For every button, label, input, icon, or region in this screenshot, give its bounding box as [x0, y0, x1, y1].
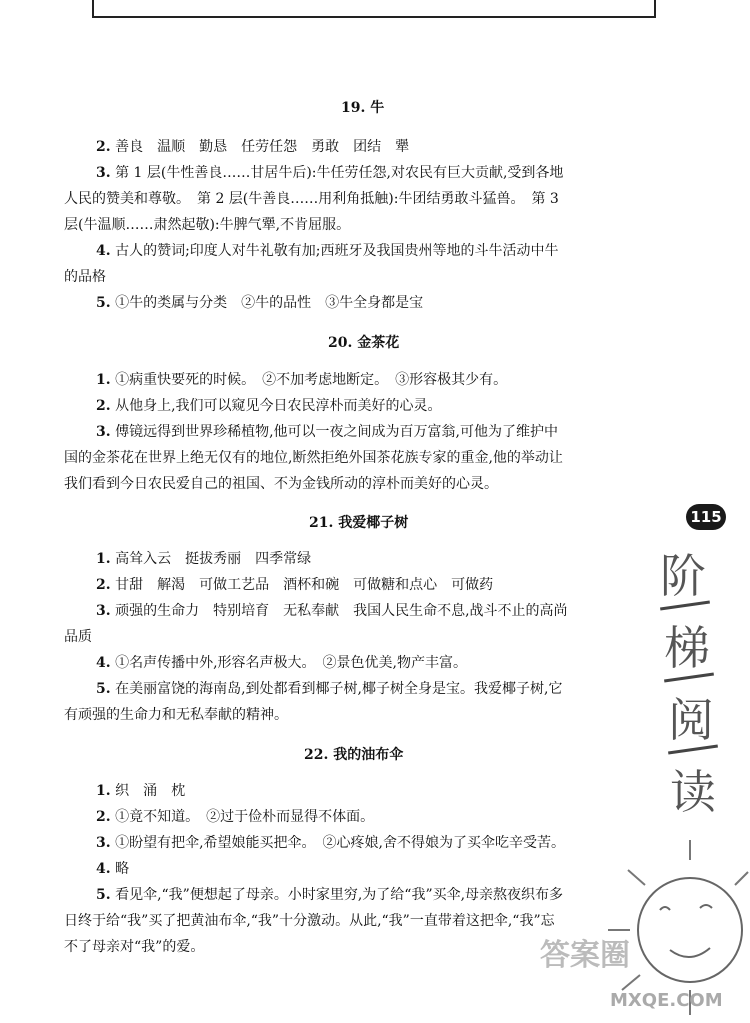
answer-line: 1. ①病重快要死的时候。 ②不加考虑地断定。 ③形容极其少有。: [96, 372, 508, 388]
side-title-char: 梯: [664, 621, 710, 675]
answer-line: 人民的赞美和尊敬。 第 2 层(牛善良……用利角抵触):牛团结勇敢斗猛兽。 第 3: [64, 191, 559, 207]
top-frame-line: [92, 0, 656, 18]
answer-line: 有顽强的生命力和无私奉献的精神。: [64, 707, 288, 723]
answer-line: 层(牛温顺……肃然起敬):牛脾气犟,不肯屈服。: [64, 217, 351, 233]
answer-line: 品质: [64, 629, 92, 645]
answer-line: 的品格: [64, 269, 106, 285]
answer-line: 3. 顽强的生命力 特别培育 无私奉献 我国人民生命不息,战斗不止的高尚: [96, 603, 568, 619]
answer-line: 3. 第 1 层(牛性善良……甘居牛后):牛任劳任怨,对农民有巨大贡献,受到各地: [96, 165, 564, 181]
section-title-20: 20. 金茶花: [328, 335, 400, 351]
answer-line: 2. 善良 温顺 勤恳 任劳任怨 勇敢 团结 犟: [96, 139, 410, 155]
answer-line: 4. ①名声传播中外,形容名声极大。 ②景色优美,物产丰富。: [96, 655, 467, 671]
page-number-badge: 115: [686, 504, 726, 530]
section-title-22: 22. 我的油布伞: [304, 747, 404, 763]
answer-line: 3. 傅镜远得到世界珍稀植物,他可以一夜之间成为百万富翁,可他为了维护中: [96, 424, 558, 440]
answer-line: 4. 略: [96, 861, 130, 877]
side-title-char: 阶: [660, 549, 706, 603]
answer-line: 5. 看见伞,“我”便想起了母亲。小时家里穷,为了给“我”买伞,母亲熬夜织布多: [96, 887, 564, 903]
answer-line: 2. 甘甜 解渴 可做工艺品 酒杯和碗 可做糖和点心 可做药: [96, 577, 494, 593]
answer-line: 1. 织 涌 枕: [96, 783, 186, 799]
section-title-19: 19. 牛: [341, 100, 385, 116]
answer-line: 5. ①牛的类属与分类 ②牛的品性 ③牛全身都是宝: [96, 295, 424, 311]
sun-doodle-illustration: [540, 790, 750, 1023]
answer-line: 不了母亲对“我”的爱。: [64, 939, 205, 955]
answer-line: 国的金茶花在世界上绝无仅有的地位,断然拒绝外国茶花族专家的重金,他的举动让: [64, 450, 563, 466]
watermark-url: MXQE.COM: [610, 990, 723, 1011]
answer-line: 日终于给“我”买了把黄油布伞,“我”十分激动。从此,“我”一直带着这把伞,“我”忘: [64, 913, 555, 929]
side-title-char: 读: [670, 765, 716, 819]
answer-line: 3. ①盼望有把伞,希望娘能买把伞。 ②心疼娘,舍不得娘为了买伞吃辛受苦。: [96, 835, 565, 851]
answer-line: 2. 从他身上,我们可以窥见今日农民淳朴而美好的心灵。: [96, 398, 442, 414]
watermark-text: 答案圈: [540, 938, 630, 973]
answer-line: 2. ①竟不知道。 ②过于俭朴而显得不体面。: [96, 809, 375, 825]
section-title-21: 21. 我爱椰子树: [309, 515, 409, 531]
answer-line: 4. 古人的赞词;印度人对牛礼敬有加;西班牙及我国贵州等地的斗牛活动中牛: [96, 243, 559, 259]
side-title-char: 阅: [668, 693, 714, 747]
answer-line: 我们看到今日农民爱自己的祖国、不为金钱所动的淳朴而美好的心灵。: [64, 476, 498, 492]
answer-line: 1. 高耸入云 挺拔秀丽 四季常绿: [96, 551, 312, 567]
answer-line: 5. 在美丽富饶的海南岛,到处都看到椰子树,椰子树全身是宝。我爱椰子树,它: [96, 681, 563, 697]
